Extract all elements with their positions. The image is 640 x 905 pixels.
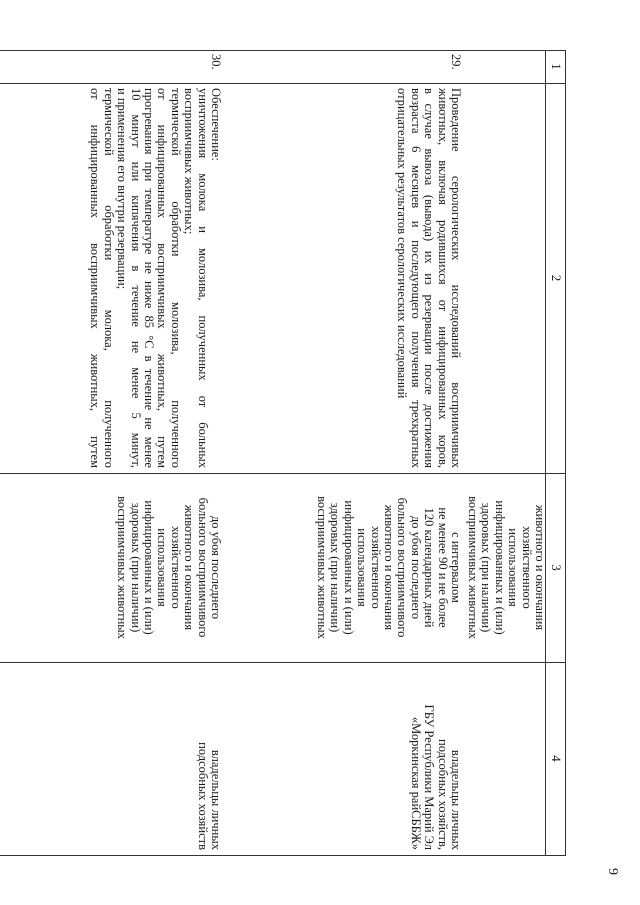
text-line: подсобных хозяйств, <box>435 739 450 850</box>
text-line: восприимчивых животных <box>465 496 480 639</box>
row-29-measure <box>395 88 462 468</box>
column-header-4: 4 <box>549 755 564 762</box>
text-line: использования <box>355 528 370 607</box>
text-line: больного восприимчивого <box>395 497 410 638</box>
text-line: до убоя последнего <box>408 515 423 620</box>
text-line: больного восприимчивого <box>195 497 210 638</box>
text-line: не менее 90 и не более <box>435 507 450 628</box>
column-header-3: 3 <box>549 564 564 571</box>
text-line: использования <box>155 528 170 607</box>
text-line: восприимчивых животных <box>314 496 329 639</box>
text-line: животного и окончания <box>533 504 547 631</box>
table-right-border <box>0 855 566 856</box>
carry-over-col3 <box>466 476 546 659</box>
text-line: возраста 6 месяцев и последующего получения трехкратных <box>408 88 423 468</box>
row-29-responsible <box>408 666 462 850</box>
text-line: термической обработки молозива, полученного <box>168 88 183 468</box>
table-col-divider-1 <box>0 83 566 84</box>
text-line: и применения его внутри резервации; <box>115 88 130 290</box>
text-line: животного и окончания <box>182 504 197 631</box>
text-line: в случае вывоза (вывода) их из резервации после достижения <box>422 88 437 468</box>
text-line: хозяйственного <box>168 526 183 609</box>
text-line: «Моркинская райСББЖ» <box>408 716 423 850</box>
text-line: 10 минут или кипячения в течение не менее 5 минут, <box>128 88 143 468</box>
text-line: Обеспечение: <box>209 88 223 161</box>
text-line: 120 календарных дней <box>422 507 437 628</box>
text-line: здоровых (при наличии) <box>328 502 343 633</box>
text-line: термической обработки молока, полученного <box>101 88 116 468</box>
row-30-responsible <box>195 666 222 850</box>
text-line: прогревания при температуре не ниже 85 °С в течение не менее <box>141 88 156 468</box>
text-line: инфицированных и (или) <box>492 500 507 635</box>
table-col-divider-2 <box>0 473 566 474</box>
table-col-divider-3 <box>0 662 566 663</box>
text-line: здоровых (при наличии) <box>479 502 494 633</box>
text-line: подсобных хозяйств <box>195 742 210 850</box>
text-line: уничтожения молока и молозива, полученных от больных <box>195 88 210 468</box>
column-header-2: 2 <box>549 274 564 282</box>
page-number: 9 <box>605 868 620 875</box>
text-line: инфицированных и (или) <box>341 500 356 635</box>
text-line: использования <box>506 528 521 607</box>
column-header-1: 1 <box>549 63 564 70</box>
text-line: хозяйственного <box>368 526 383 609</box>
text-line: от инфицированных восприимчивых животных, путем <box>155 88 170 468</box>
table-left-border <box>0 50 566 51</box>
row-30-deadline <box>115 476 222 659</box>
text-line: владельцы личных <box>449 749 463 850</box>
text-line: до убоя последнего <box>209 515 223 620</box>
text-line: Проведение серологических исследований восприимчивых <box>449 88 463 468</box>
text-line: от инфицированных восприимчивых животных, путем <box>88 88 103 468</box>
text-line: с интервалом <box>449 532 463 603</box>
text-line: ГБУ Республики Марий Эл <box>422 704 437 850</box>
text-line: владельцы личных <box>209 749 223 850</box>
row-30-number: 30. <box>209 54 223 70</box>
text-line: восприимчивых животных; <box>182 88 197 235</box>
text-line: восприимчивых животных <box>115 496 130 639</box>
text-line: отрицательных результатов серологических исследований <box>395 88 410 399</box>
text-line: животного и окончания <box>381 504 396 631</box>
text-line: хозяйственного <box>519 526 534 609</box>
text-line: инфицированных и (или) <box>141 500 156 635</box>
row-30-measure <box>88 88 222 468</box>
row-29-number: 29. <box>449 54 463 70</box>
row-29-deadline <box>315 476 462 659</box>
text-line: здоровых (при наличии) <box>128 502 143 633</box>
text-line: животных, включая родившихся от инфицированных коров, <box>435 88 450 468</box>
